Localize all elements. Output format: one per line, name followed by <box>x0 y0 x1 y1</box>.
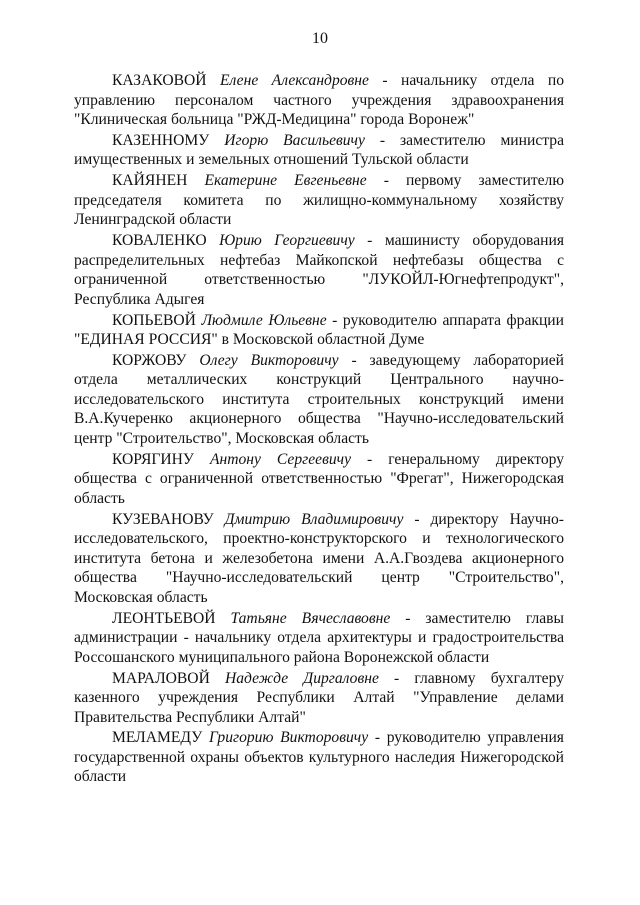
given-name: Григорию Викторовичу <box>208 729 369 747</box>
list-item <box>74 450 564 509</box>
given-name: Антону Сергеевичу <box>209 450 352 468</box>
position-text: - начальнику отдела по управлению персоналом частного учреждения здравоохранения "Клиническая больница "РЖД-Медицина" города Воронеж" <box>74 72 564 128</box>
position-text: - генеральному директору общества с ограниченной ответственностью "Фрегат", Нижегородская область <box>74 450 565 507</box>
list-item <box>74 71 564 130</box>
surname: КОПЬЕВОЙ <box>112 311 196 329</box>
list-item <box>74 171 564 230</box>
given-name: Людмиле Юльевне <box>201 311 327 329</box>
surname: ЛЕОНТЬЕВОЙ <box>112 609 216 627</box>
position-text: - первому заместителю председателя комитета по жилищно-коммунальному хозяйству Ленинградской области <box>74 172 564 229</box>
surname: КАЗЕННОМУ <box>112 131 210 149</box>
surname: КАЗАКОВОЙ <box>112 72 207 89</box>
given-name: Екатерине Евгеньевне <box>204 172 367 190</box>
surname: КАЙЯНЕН <box>112 172 188 190</box>
page-number: 10 <box>312 30 328 47</box>
given-name: Игорю Васильевичу <box>224 131 365 149</box>
surname: КОРЖОВУ <box>112 351 187 369</box>
list-item <box>74 510 564 608</box>
position-text: - заместителю главы администрации - начальнику отдела архитектуры и градостроительства Россошанского муниципального района Воронежской области <box>74 609 565 666</box>
position-text: - машинисту оборудования распределительных нефтебаз Майкопской нефтебазы общества с ограниченной ответственностью "ЛУКОЙЛ-Югнефтепродукт", Республика Адыгея <box>74 232 565 308</box>
list-item <box>74 231 564 309</box>
position-text: - заведующему лабораторией отдела металлических конструкций Центрального научно-исследовательского института строительных конструкций имени В.А.Кучеренко акционерного общества "Научно-исследовательский центр "Строительство", Московская область <box>74 351 564 447</box>
given-name: Юрию Георгиевичу <box>219 232 355 250</box>
given-name: Надежде Диргаловне <box>224 669 379 687</box>
list-item <box>74 669 564 728</box>
given-name: Олегу Викторовичу <box>199 351 339 369</box>
given-name: Татьяне Вячеславовне <box>230 609 391 627</box>
surname: КОРЯГИНУ <box>112 450 194 468</box>
surname: МЕЛАМЕДУ <box>112 729 203 747</box>
list-item <box>74 131 564 170</box>
position-text: - главному бухгалтеру казенного учреждения Республики Алтай "Управление делами Правительства Республики Алтай" <box>74 669 564 726</box>
position-text: - директору Научно-исследовательского, проектно-конструкторского и технологического института бетона и железобетона имени А.А.Гвоздева акционерного общества "Научно-исследовательский центр "Строительство", Московская область <box>74 510 564 606</box>
award-list <box>74 71 564 788</box>
given-name: Дмитрию Владимировичу <box>224 510 404 528</box>
list-item <box>74 728 564 787</box>
surname: МАРАЛОВОЙ <box>112 669 210 687</box>
position-text: - заместителю министра имущественных и земельных отношений Тульской области <box>74 131 564 169</box>
surname: КУЗЕВАНОВУ <box>112 510 214 528</box>
surname: КОВАЛЕНКО <box>112 232 207 250</box>
list-item <box>74 609 564 668</box>
position-text: - руководителю управления государственной охраны объектов культурного наследия Нижегородской области <box>74 729 564 786</box>
list-item <box>74 311 564 350</box>
given-name: Елене Александровне <box>219 72 369 89</box>
list-item <box>74 351 564 449</box>
position-text: - руководителю аппарата фракции "ЕДИНАЯ РОССИЯ" в Московской областной Думе <box>74 311 564 349</box>
